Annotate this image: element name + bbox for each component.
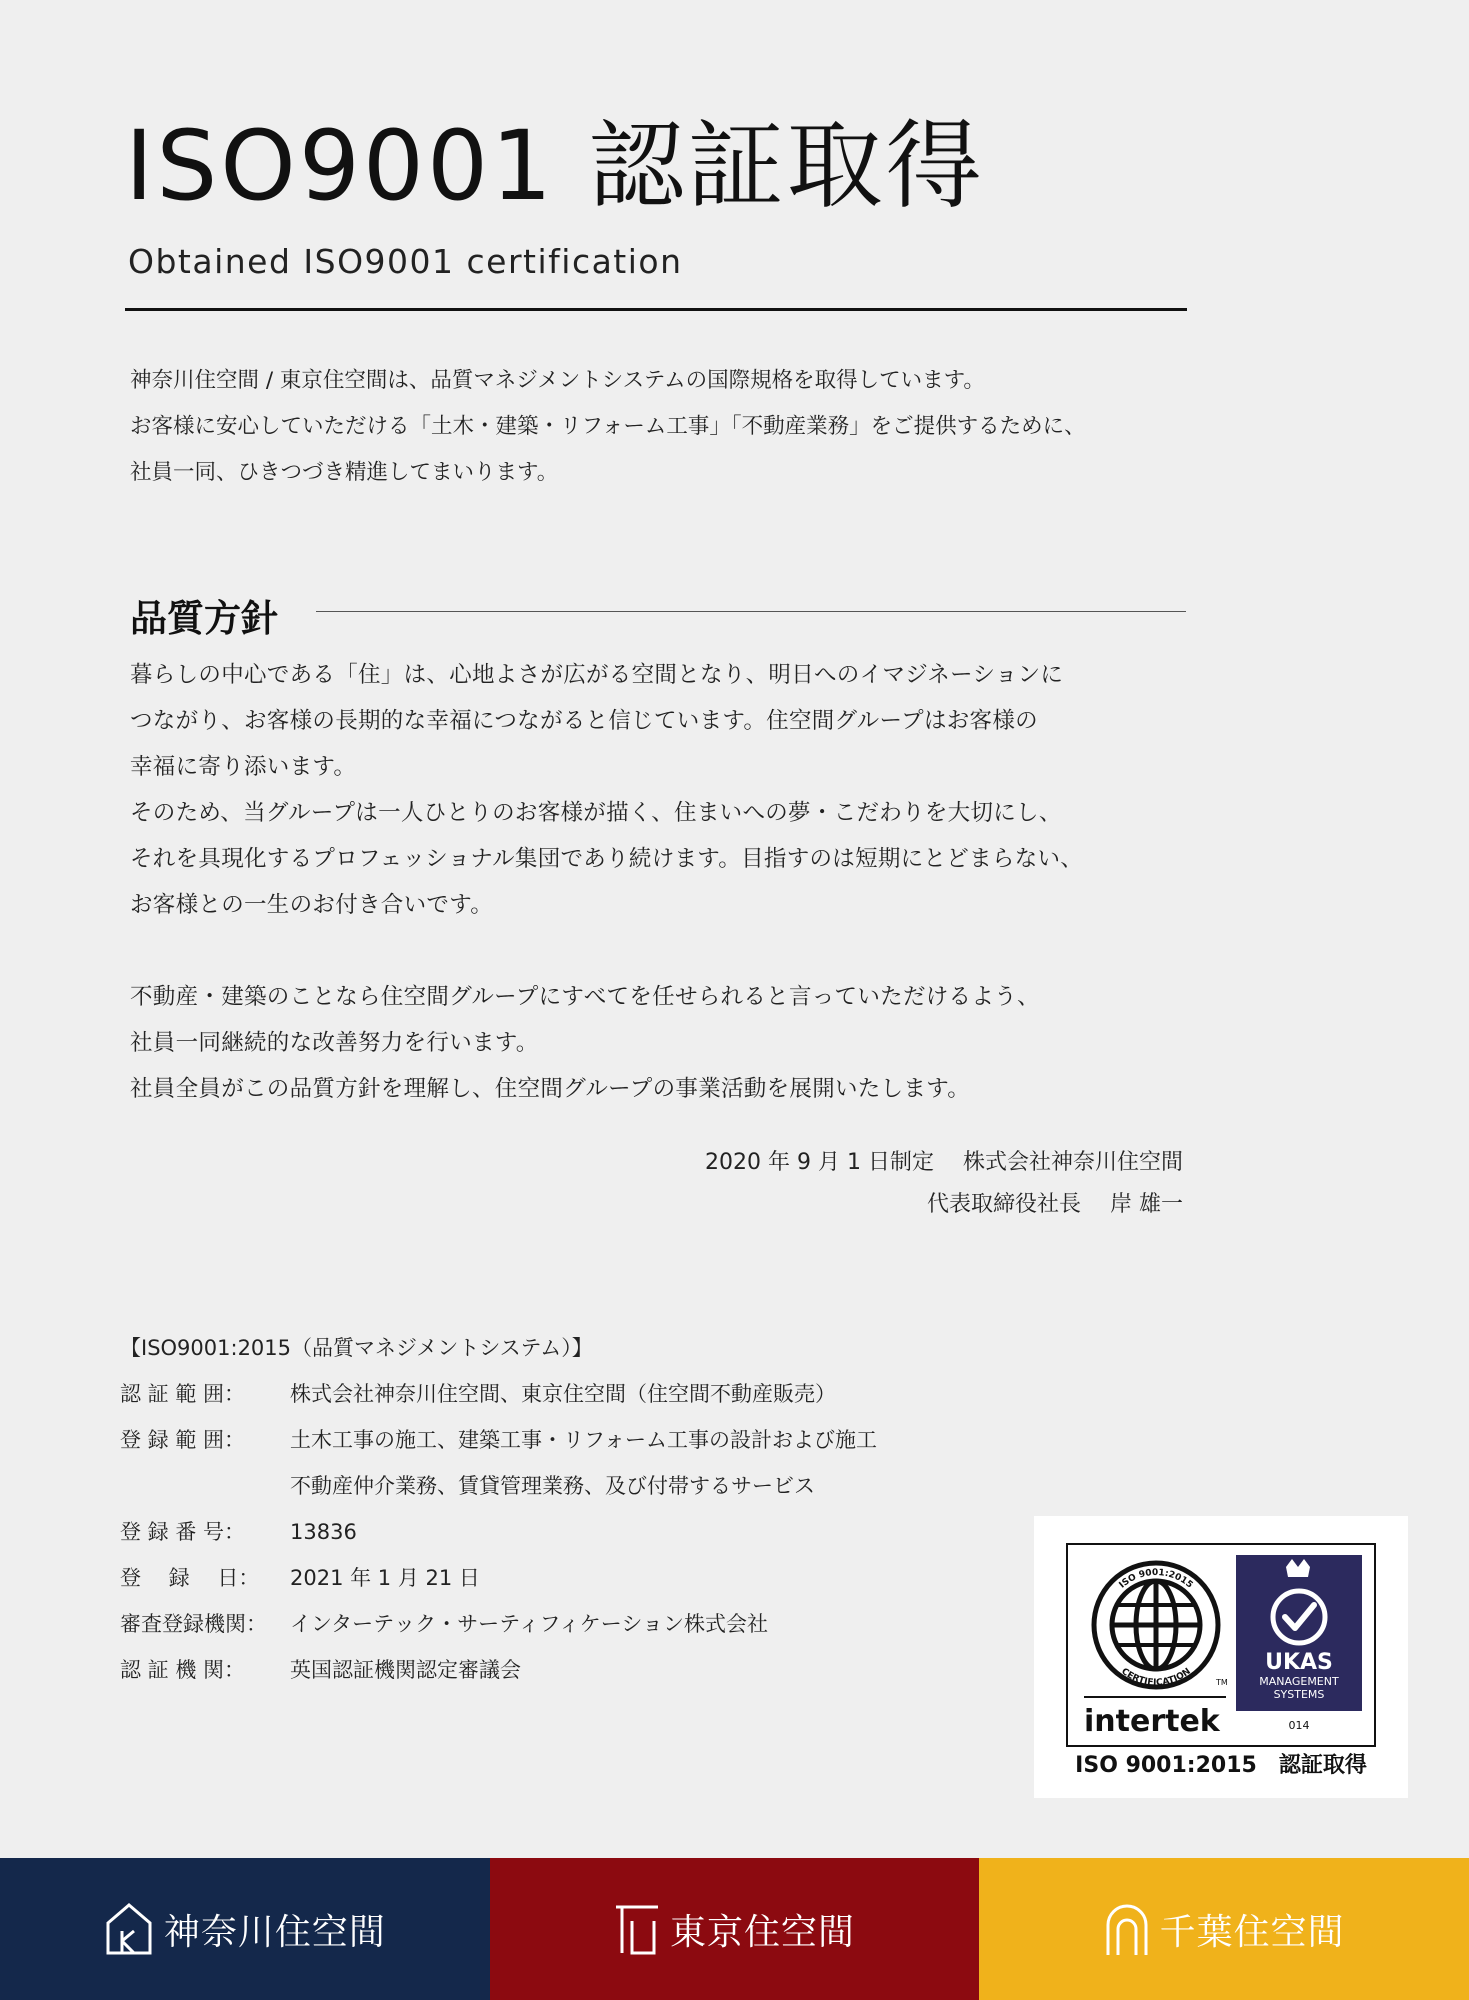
cert-value: 2021 年 1 月 21 日 <box>290 1566 480 1590</box>
policy-line: 社員一同継続的な改善努力を行います。 <box>130 1030 539 1056</box>
policy-line: お客様との一生のお付き合いです。 <box>130 892 494 918</box>
page-title: ISO9001 認証取得 <box>125 110 985 222</box>
certification-details <box>120 1325 877 1693</box>
title-divider <box>125 308 1187 311</box>
certification-logo-box <box>1034 1516 1408 1798</box>
brand-tokyo[interactable] <box>490 1858 980 2000</box>
globe-icon <box>1094 1563 1218 1687</box>
cert-row <box>120 1509 877 1555</box>
cert-value: 株式会社神奈川住空間、東京住空間（住空間不動産販売） <box>290 1382 836 1406</box>
policy-line: 暮らしの中心である「住」は、心地よさが広がる空間となり、明日へのイマジネーションに <box>130 662 1064 688</box>
policy-line: 幸福に寄り添います。 <box>130 754 357 780</box>
policy-line: つながり、お客様の長期的な幸福につながると信じています。住空間グループはお客様の <box>130 708 1038 734</box>
cert-row <box>120 1555 877 1601</box>
brand-name: 千葉住空間 <box>1159 1911 1345 1953</box>
arch-icon <box>1104 1901 1150 1957</box>
enactment-date: 2020 年 9 月 1 日制定 株式会社神奈川住空間 <box>705 1150 1183 1175</box>
cert-row <box>120 1463 877 1509</box>
cert-row <box>120 1601 877 1647</box>
trademark-text: TM <box>1216 1678 1228 1687</box>
brand-name: 東京住空間 <box>670 1911 856 1953</box>
policy-line: 不動産・建築のことなら住空間グループにすべてを任せられると言っていただけるよう、 <box>130 984 1040 1010</box>
ukas-badge <box>1236 1555 1362 1711</box>
ukas-sub-text: SYSTEMS <box>1273 1688 1325 1701</box>
intro-line: 社員一同、ひきつづき精進してまいります。 <box>130 460 559 485</box>
policy-line: 社員全員がこの品質方針を理解し、住空間グループの事業活動を展開いたします。 <box>130 1076 971 1102</box>
ukas-wordmark: UKAS <box>1265 1650 1333 1675</box>
intro-line: 神奈川住空間 / 東京住空間は、品質マネジメントシステムの国際規格を取得しています。 <box>130 368 985 393</box>
signature <box>705 1142 1183 1226</box>
cert-label: 登 録 番 号： <box>120 1520 246 1544</box>
logo-caption: ISO 9001:2015 認証取得 <box>1075 1753 1367 1778</box>
cert-row <box>120 1647 877 1693</box>
brand-kanagawa[interactable] <box>0 1858 490 2000</box>
cert-row <box>120 1371 877 1417</box>
policy-text <box>130 652 1190 1112</box>
certification-mark <box>1068 1545 1374 1745</box>
brand-footer <box>0 1858 1469 2000</box>
page-subtitle: Obtained ISO9001 certification <box>128 242 683 281</box>
ring-bottom-text: CERTIFICATION <box>1119 1666 1193 1689</box>
intro-line: お客様に安心していただける「土木・建築・リフォーム工事」「不動産業務」をご提供するために、 <box>130 414 1086 439</box>
intertek-wordmark: intertek <box>1084 1704 1220 1739</box>
brand-chiba[interactable] <box>979 1858 1469 2000</box>
certification-logo-frame <box>1066 1543 1376 1747</box>
house-icon <box>104 1901 154 1957</box>
cert-value: 英国認証機関認定審議会 <box>290 1658 521 1682</box>
cert-value: 土木工事の施工、建築工事・リフォーム工事の設計および施工 <box>290 1428 877 1452</box>
cert-label: 登 録 日： <box>120 1566 260 1590</box>
cert-label: 認 証 機 関： <box>120 1658 246 1682</box>
intro-text <box>130 358 1190 496</box>
cert-value: インターテック・サーティフィケーション株式会社 <box>290 1612 768 1636</box>
cert-label: 認 証 範 囲： <box>120 1382 246 1406</box>
policy-line: それを具現化するプロフェッショナル集団であり続けます。目指すのは短期にとどまらない、 <box>130 846 1084 872</box>
policy-divider <box>316 611 1186 612</box>
cert-label <box>120 1463 290 1509</box>
brand-name: 神奈川住空間 <box>163 1911 386 1953</box>
representative: 代表取締役社長 岸 雄一 <box>927 1192 1183 1217</box>
policy-line: そのため、当グループは一人ひとりのお客様が描く、住まいへの夢・こだわりを大切にし、 <box>130 800 1062 826</box>
cert-value: 不動産仲介業務、賃貸管理業務、及び付帯するサービス <box>290 1474 815 1498</box>
certification-heading: 【ISO9001:2015（品質マネジメントシステム）】 <box>120 1336 593 1360</box>
policy-heading: 品質方針 <box>130 597 278 640</box>
cert-label: 審査登録機関： <box>120 1612 267 1636</box>
gate-icon <box>614 1901 660 1957</box>
cert-row <box>120 1417 877 1463</box>
cert-value: 13836 <box>290 1520 357 1544</box>
cert-label: 登 録 範 囲： <box>120 1428 246 1452</box>
ukas-number: 014 <box>1288 1719 1310 1732</box>
paragraph-gap <box>130 928 1190 974</box>
ring-top-text: ISO 9001:2015 <box>1117 1567 1195 1591</box>
ukas-sub-text: MANAGEMENT <box>1259 1675 1339 1688</box>
